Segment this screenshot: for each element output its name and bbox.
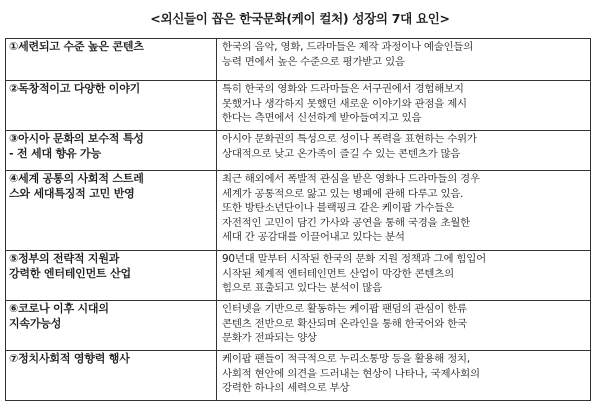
- description-cell: [217, 251, 591, 301]
- factor-label: 지속가능성: [9, 316, 62, 330]
- factor-label: 강력한 엔터테인먼트 산업: [9, 266, 131, 280]
- description-cell: [217, 301, 591, 351]
- factor-cell: [6, 81, 217, 131]
- description-line: 문화가 전파되는 양상: [222, 332, 317, 344]
- factor-cell: [6, 251, 217, 301]
- table-row: [6, 351, 591, 401]
- description-line: 세대 간 공감대를 이끌어내고 있다는 분석: [222, 231, 405, 243]
- description-line: 사회적 현안에 의견을 드러내는 현상이 나타나, 국제사회의: [222, 367, 480, 380]
- factor-cell: [6, 171, 217, 251]
- description-line: 콘텐츠 전반으로 확산되며 온라인을 통해 한국어와 한국: [222, 317, 467, 330]
- description-line: 케이팝 팬들이 적극적으로 누리소통망 등을 활용해 정치,: [222, 353, 470, 365]
- growth-factors-table: [5, 38, 591, 401]
- description-cell: [217, 39, 591, 81]
- description-line: 한다는 측면에서 신선하게 받아들여지고 있음: [222, 112, 422, 124]
- description-line: 특히 한국의 영화와 드라마들은 서구권에서 경험해보지: [222, 83, 464, 95]
- description-line: 자전적인 고민이 담긴 가사와 공연을 통해 국경을 초월한: [222, 216, 470, 229]
- description-line: 못했거나 생각하지 못했던 새로운 이야기와 관점을 제시: [222, 97, 467, 110]
- factor-label: ⑦정치사회적 영향력 행사: [9, 352, 130, 365]
- table-row: [6, 81, 591, 131]
- factor-cell: [6, 39, 217, 81]
- description-cell: [217, 171, 591, 251]
- factor-label: 스와 세대특징적 고민 반영: [9, 186, 135, 200]
- factor-label: ①세련되고 수준 높은 콘텐츠: [9, 40, 144, 53]
- factor-label: - 전 세대 향유 가능: [9, 146, 101, 160]
- factor-cell: [6, 131, 217, 171]
- factor-label: ⑥코로나 이후 시대의: [9, 302, 109, 315]
- description-cell: [217, 351, 591, 401]
- description-line: 상대적으로 낮고 온가족이 즐길 수 있는 콘텐츠가 많음: [222, 147, 461, 160]
- table-row: [6, 131, 591, 171]
- factor-label: ③아시아 문화의 보수적 특성: [9, 132, 144, 145]
- factor-cell: [6, 301, 217, 351]
- description-line: 아시아 문화권의 특성으로 성이나 폭력을 표현하는 수위가: [222, 133, 477, 145]
- description-line: 90년대 말부터 시작된 한국의 문화 지원 정책과 그에 힘입어: [222, 253, 486, 265]
- table-row: [6, 251, 591, 301]
- description-line: 힘으로 표출되고 있다는 분석이 많음: [222, 282, 382, 294]
- table-row: [6, 171, 591, 251]
- description-line: 최근 해외에서 폭발적 관심을 받은 영화나 드라마들의 경우: [222, 173, 480, 185]
- table-row: [6, 39, 591, 81]
- table-row: [6, 301, 591, 351]
- description-line: 또한 방탄소년단이나 블랙핑크 같은 케이팝 가수들은: [222, 202, 454, 214]
- description-cell: [217, 131, 591, 171]
- document-title: <외신들이 꼽은 한국문화(케이 컬처) 성장의 7대 요인>: [150, 11, 450, 26]
- factor-label: ②독창적이고 다양한 이야기: [9, 82, 141, 95]
- description-line: 시작된 체계적 엔터테인먼트 산업이 막강한 콘텐츠의: [222, 267, 454, 280]
- description-cell: [217, 81, 591, 131]
- description-line: 강력한 하나의 세력으로 부상: [222, 382, 350, 394]
- description-line: 능력 면에서 높은 수준으로 평가받고 있음: [222, 55, 405, 68]
- factor-cell: [6, 351, 217, 401]
- factor-label: ⑤정부의 전략적 지원과: [9, 252, 120, 265]
- description-line: 세계가 공통적으로 앓고 있는 병폐에 관해 다루고 있음.: [222, 187, 464, 200]
- description-line: 한국의 음악, 영화, 드라마들은 제작 과정이나 예술인들의: [222, 41, 474, 53]
- description-line: 인터넷을 기반으로 활동하는 케이팝 팬덤의 관심이 한류: [222, 303, 467, 315]
- factor-label: ④세계 공통의 사회적 스트레: [9, 172, 144, 185]
